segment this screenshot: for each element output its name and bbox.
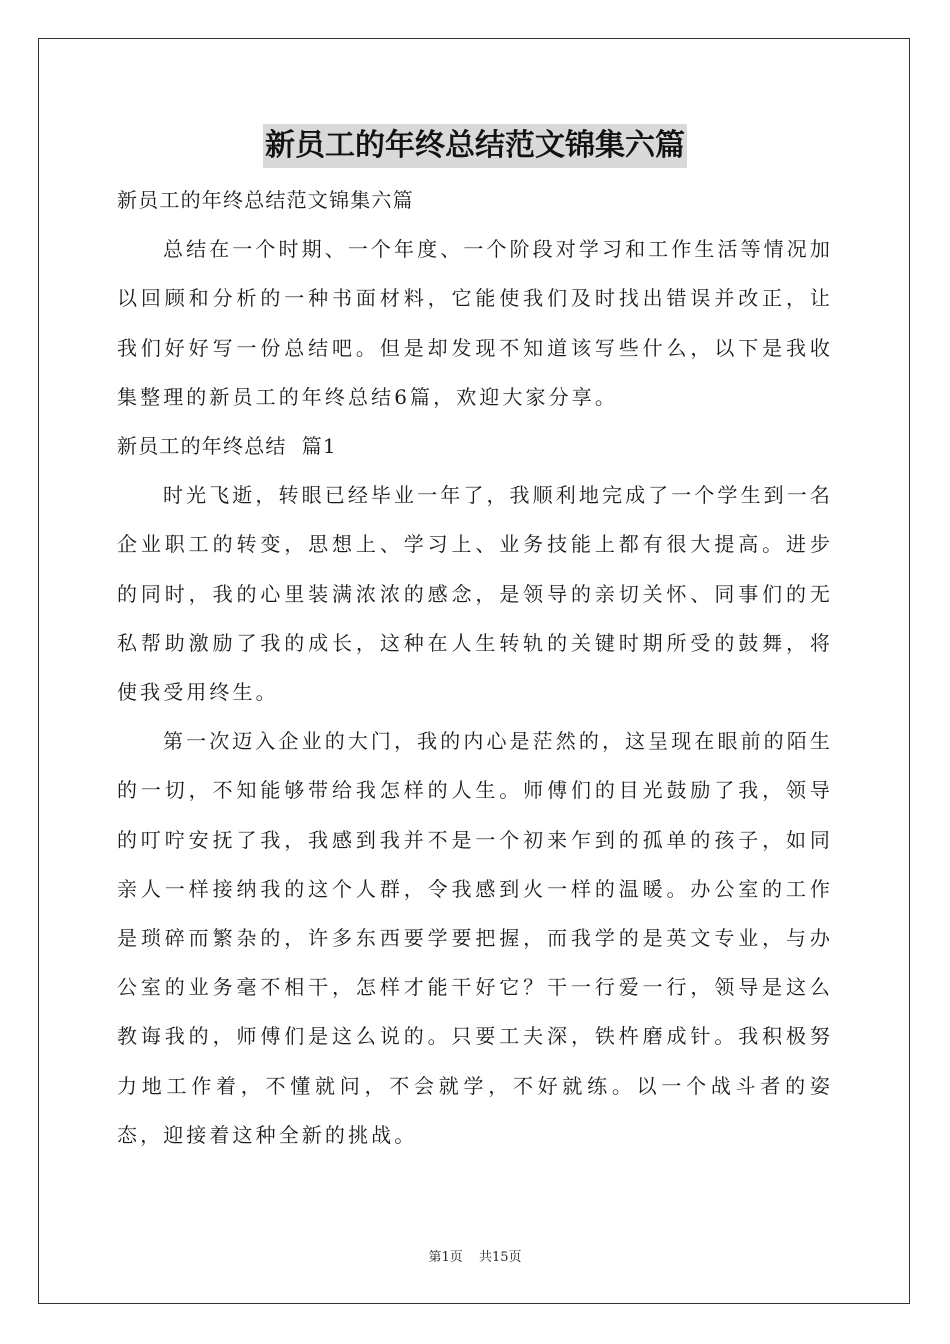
document-title: 新员工的年终总结范文锦集六篇	[263, 124, 687, 168]
intro-paragraph: 总结在一个时期、一个年度、一个阶段对学习和工作生活等情况加以回顾和分析的一种书面材料，它能使我们及时找出错误并改正，让我们好好写一份总结吧。但是却发现不知道该写些什么，以下是我收集整理的新员工的年终总结6篇，欢迎大家分享。	[117, 237, 833, 409]
page-footer	[0, 1246, 950, 1265]
page-number-total: 共15页	[478, 1250, 522, 1265]
body-paragraph-1: 时光飞逝，转眼已经毕业一年了，我顺利地完成了一个学生到一名企业职工的转变，思想上、学习上、业务技能上都有很大提高。进步的同时，我的心里装满浓浓的感念，是领导的亲切关怀、同事们的无私帮助激励了我的成长，这种在人生转轨的关键时期所受的鼓舞，将使我受用终生。	[117, 483, 833, 704]
page-number-current: 第1页	[428, 1250, 463, 1265]
document-subtitle: 新员工的年终总结范文锦集六篇	[117, 188, 414, 212]
body-paragraph-2: 第一次迈入企业的大门，我的内心是茫然的，这呈现在眼前的陌生的一切，不知能够带给我怎样的人生。师傅们的目光鼓励了我，领导的叮咛安抚了我，我感到我并不是一个初来乍到的孤单的孩子，如同亲人一样接纳我的这个人群，令我感到火一样的温暖。办公室的工作是琐碎而繁杂的，许多东西要学要把握，而我学的是英文专业，与办公室的业务毫不相干，怎样才能干好它？干一行爱一行，领导是这么教诲我的，师傅们是这么说的。只要工夫深，铁杵磨成针。我积极努力地工作着，不懂就问，不会就学，不好就练。以一个战斗者的姿态，迎接着这种全新的挑战。	[117, 729, 833, 1147]
document-body	[117, 176, 833, 1160]
section-heading: 新员工的年终总结 篇1	[117, 434, 337, 458]
title-container	[0, 124, 950, 168]
